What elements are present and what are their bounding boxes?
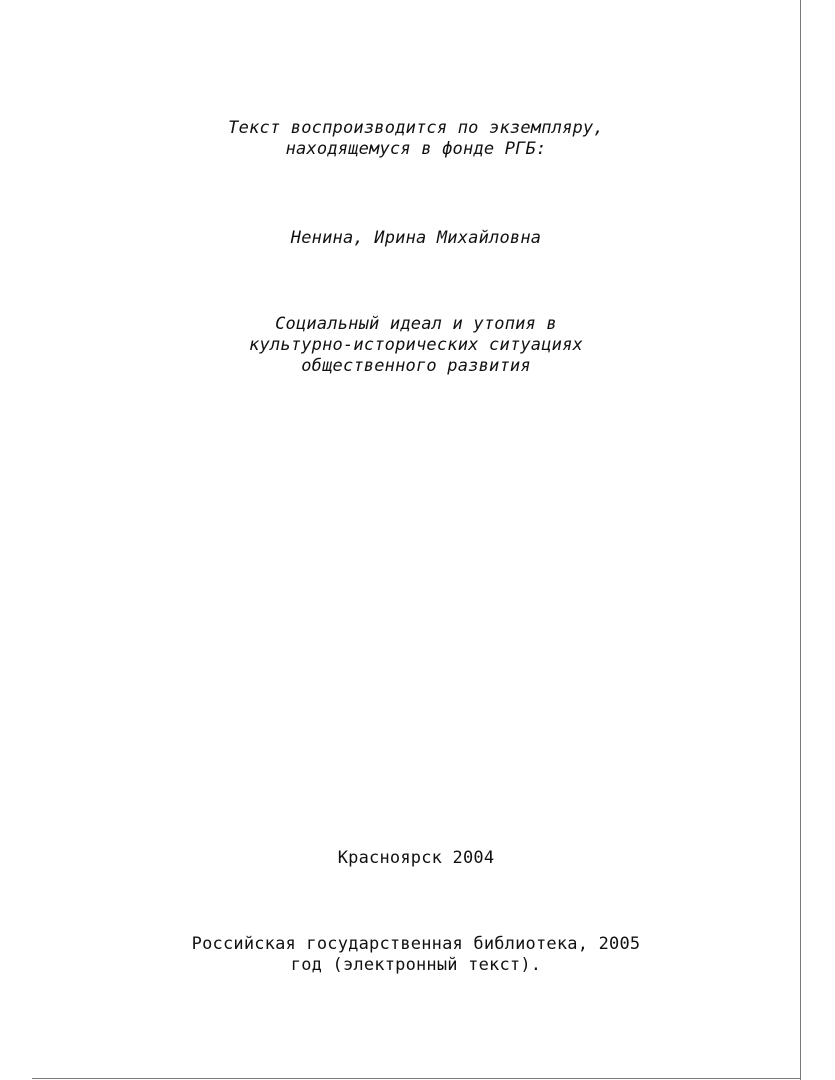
document-title xyxy=(32,314,800,377)
city-year-block xyxy=(32,848,800,869)
author-name: Ненина, Ирина Михайловна xyxy=(290,228,542,248)
library-notice-line-1: Российская государственная библиотека, 2005 xyxy=(191,934,641,954)
library-notice-line-2: год (электронный текст). xyxy=(290,955,542,975)
city-year: Красноярск 2004 xyxy=(337,848,495,868)
source-notice-line-2: находящемуся в фонде РГБ: xyxy=(285,139,547,159)
page-border-bottom xyxy=(32,1078,801,1079)
title-line-2: культурно-исторических ситуациях xyxy=(249,335,583,355)
source-notice-line-1: Текст воспроизводится по экземпляру, xyxy=(228,118,604,138)
page-border-right xyxy=(800,0,801,1080)
source-notice xyxy=(32,118,800,160)
title-line-3: общественного развития xyxy=(301,356,531,376)
title-line-1: Социальный идеал и утопия в xyxy=(275,314,557,334)
library-notice xyxy=(32,934,800,976)
author-name-block xyxy=(32,228,800,249)
